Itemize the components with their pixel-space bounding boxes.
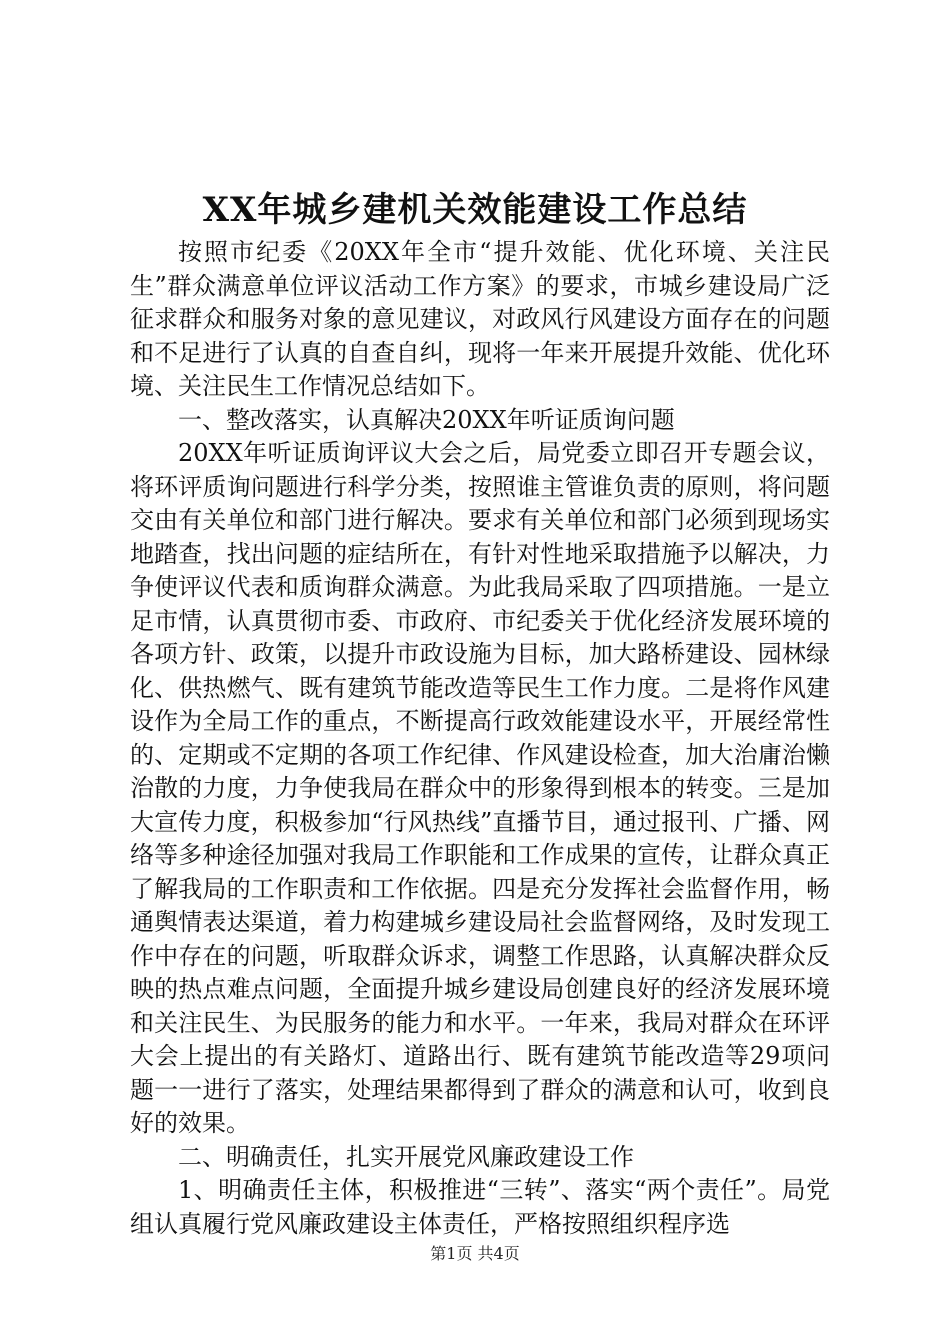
section-heading-1: 一、整改落实，认真解决20XX年听证质询问题 bbox=[178, 405, 675, 434]
document-body bbox=[130, 236, 830, 1241]
document-title: XX年城乡建机关效能建设工作总结 bbox=[202, 190, 748, 230]
intro-paragraph: 按照市纪委《20XX年全市“提升效能、优化环境、关注民生”群众满意单位评议活动工作方案》的要求，市城乡建设局广泛征求群众和服务对象的意见建议，对政风行风建设方面存在的问题和不足进行了认真的自查自纠，现将一年来开展提升效能、优化环境、关注民生工作情况总结如下。 bbox=[130, 238, 830, 400]
section-1-paragraph: 20XX年听证质询评议大会之后，局党委立即召开专题会议，将环评质询问题进行科学分类，按照谁主管谁负责的原则，将问题交由有关单位和部门进行解决。要求有关单位和部门必须到现场实地踏查，找出问题的症结所在，有针对性地采取措施予以解决，力争使评议代表和质询群众满意。为此我局采取了四项措施。一是立足市情，认真贯彻市委、市政府、市纪委关于优化经济发展环境的各项方针、政策，以提升市政设施为目标，加大路桥建设、园林绿化、供热燃气、既有建筑节能改造等民生工作力度。二是将作风建设作为全局工作的重点，不断提高行政效能建设水平，开展经常性的、定期或不定期的各项工作纪律、作风建设检查，加大治庸治懒治散的力度，力争使我局在群众中的形象得到根本的转变。三是加大宣传力度，积极参加“行风热线”直播节目，通过报刊、广播、网络等多种途径加强对我局工作职能和工作成果的宣传，让群众真正了解我局的工作职责和工作依据。四是充分发挥社会监督作用，畅通舆情表达渠道，着力构建城乡建设局社会监督网络，及时发现工作中存在的问题，听取群众诉求，调整工作思路，认真解决群众反映的热点难点问题，全面提升城乡建设局创建良好的经济发展环境和关注民生、为民服务的能力和水平。一年来，我局对群众在环评大会上提出的有关路灯、道路出行、既有建筑节能改造等29项问题一一进行了落实，处理结果都得到了群众的满意和认可，收到良好的效果。 bbox=[130, 439, 830, 1137]
page-footer: 第1页 共4页 bbox=[430, 1244, 520, 1263]
section-2-paragraph: 1、明确责任主体，积极推进“三转”、落实“两个责任”。局党组认真履行党风廉政建设主体责任，严格按照组织程序选 bbox=[130, 1176, 830, 1238]
section-heading-2: 二、明确责任，扎实开展党风廉政建设工作 bbox=[178, 1142, 634, 1171]
